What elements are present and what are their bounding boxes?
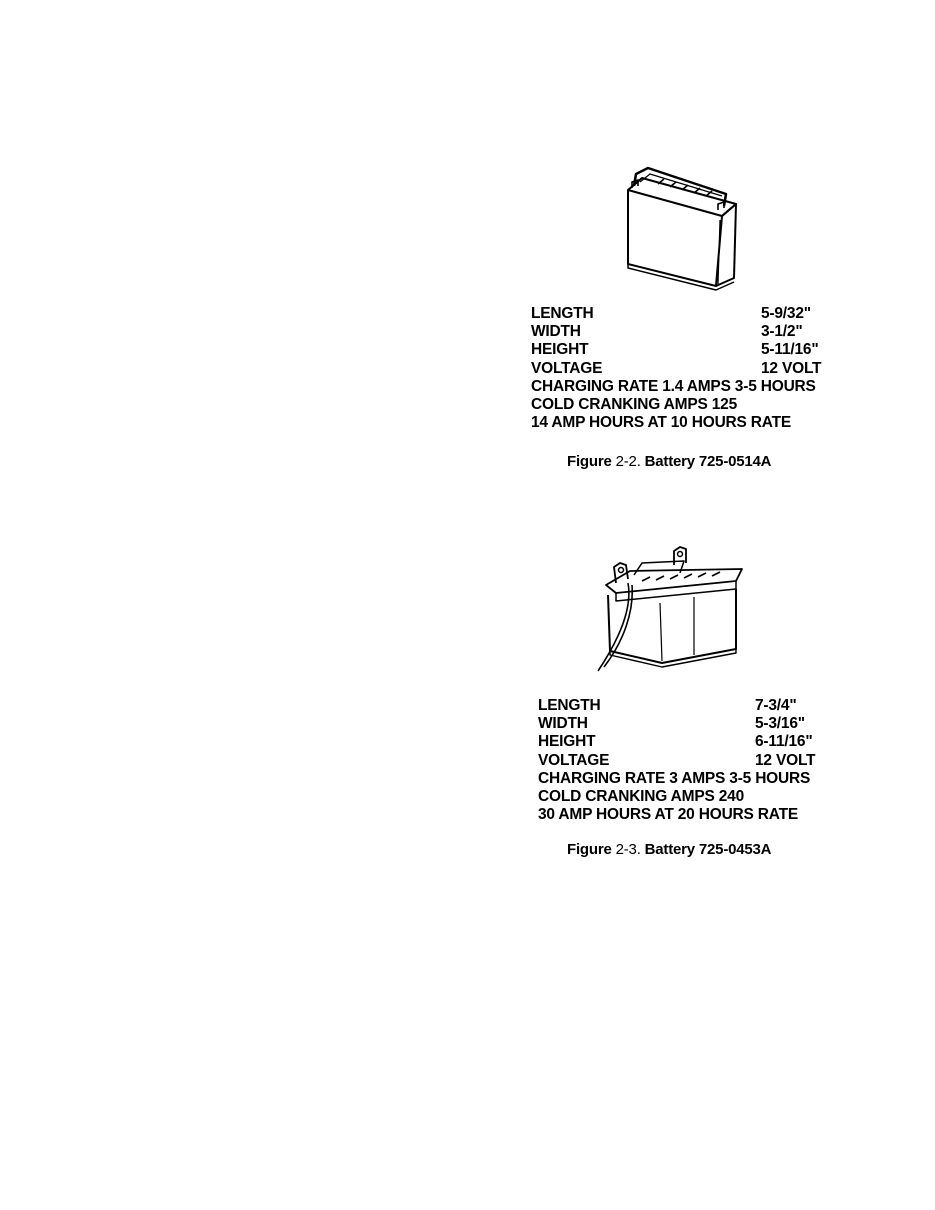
spec-line-amp-hours: 14 AMP HOURS AT 10 HOURS RATE bbox=[531, 414, 792, 432]
spec-label: LENGTH bbox=[538, 697, 601, 714]
spec-row-voltage bbox=[538, 752, 828, 770]
spec-value: 5-9/32" bbox=[761, 305, 811, 322]
spec-line-charging-rate: CHARGING RATE 3 AMPS 3-5 HOURS bbox=[538, 769, 811, 787]
spec-value: 3-1/2" bbox=[761, 323, 803, 341]
spec-value: 6-11/16" bbox=[755, 733, 813, 751]
spec-label: VOLTAGE bbox=[531, 359, 603, 377]
spec-value: 7-3/4" bbox=[755, 697, 797, 714]
spec-row-length bbox=[538, 697, 828, 715]
spec-value: 12 VOLT bbox=[755, 751, 816, 769]
spec-line-cold-cranking: COLD CRANKING AMPS 240 bbox=[538, 787, 745, 805]
spec-row-width bbox=[531, 323, 831, 341]
spec-label: LENGTH bbox=[531, 305, 594, 322]
caption-title: Battery 725-0453A bbox=[644, 841, 772, 858]
spec-label: HEIGHT bbox=[538, 733, 596, 751]
spec-row-height bbox=[538, 733, 828, 751]
spec-row-height bbox=[531, 341, 831, 359]
caption-title: Battery 725-0514A bbox=[644, 453, 772, 470]
spec-row-voltage bbox=[531, 360, 831, 378]
caption-number: 2-3. bbox=[615, 841, 641, 858]
spec-label: WIDTH bbox=[538, 715, 588, 733]
caption-prefix: Figure bbox=[567, 453, 612, 470]
spec-value: 5-11/16" bbox=[761, 341, 819, 359]
figure-caption bbox=[567, 453, 771, 470]
battery-725-0514a-illustration bbox=[614, 160, 740, 292]
spec-row-length bbox=[531, 305, 831, 323]
spec-label: HEIGHT bbox=[531, 341, 589, 359]
spec-row-width bbox=[538, 715, 828, 733]
figure-caption bbox=[567, 841, 771, 858]
spec-line-charging-rate: CHARGING RATE 1.4 AMPS 3-5 HOURS bbox=[531, 377, 816, 395]
spec-line-cold-cranking: COLD CRANKING AMPS 125 bbox=[531, 395, 738, 413]
spec-value: 12 VOLT bbox=[761, 359, 822, 377]
spec-label: WIDTH bbox=[531, 323, 581, 341]
battery-725-0453a-illustration bbox=[594, 545, 746, 675]
caption-number: 2-2. bbox=[615, 453, 641, 470]
spec-value: 5-3/16" bbox=[755, 715, 805, 733]
spec-block bbox=[538, 697, 828, 824]
spec-block bbox=[531, 305, 831, 432]
spec-line-amp-hours: 30 AMP HOURS AT 20 HOURS RATE bbox=[538, 806, 799, 824]
spec-label: VOLTAGE bbox=[538, 751, 610, 769]
caption-prefix: Figure bbox=[567, 841, 612, 858]
